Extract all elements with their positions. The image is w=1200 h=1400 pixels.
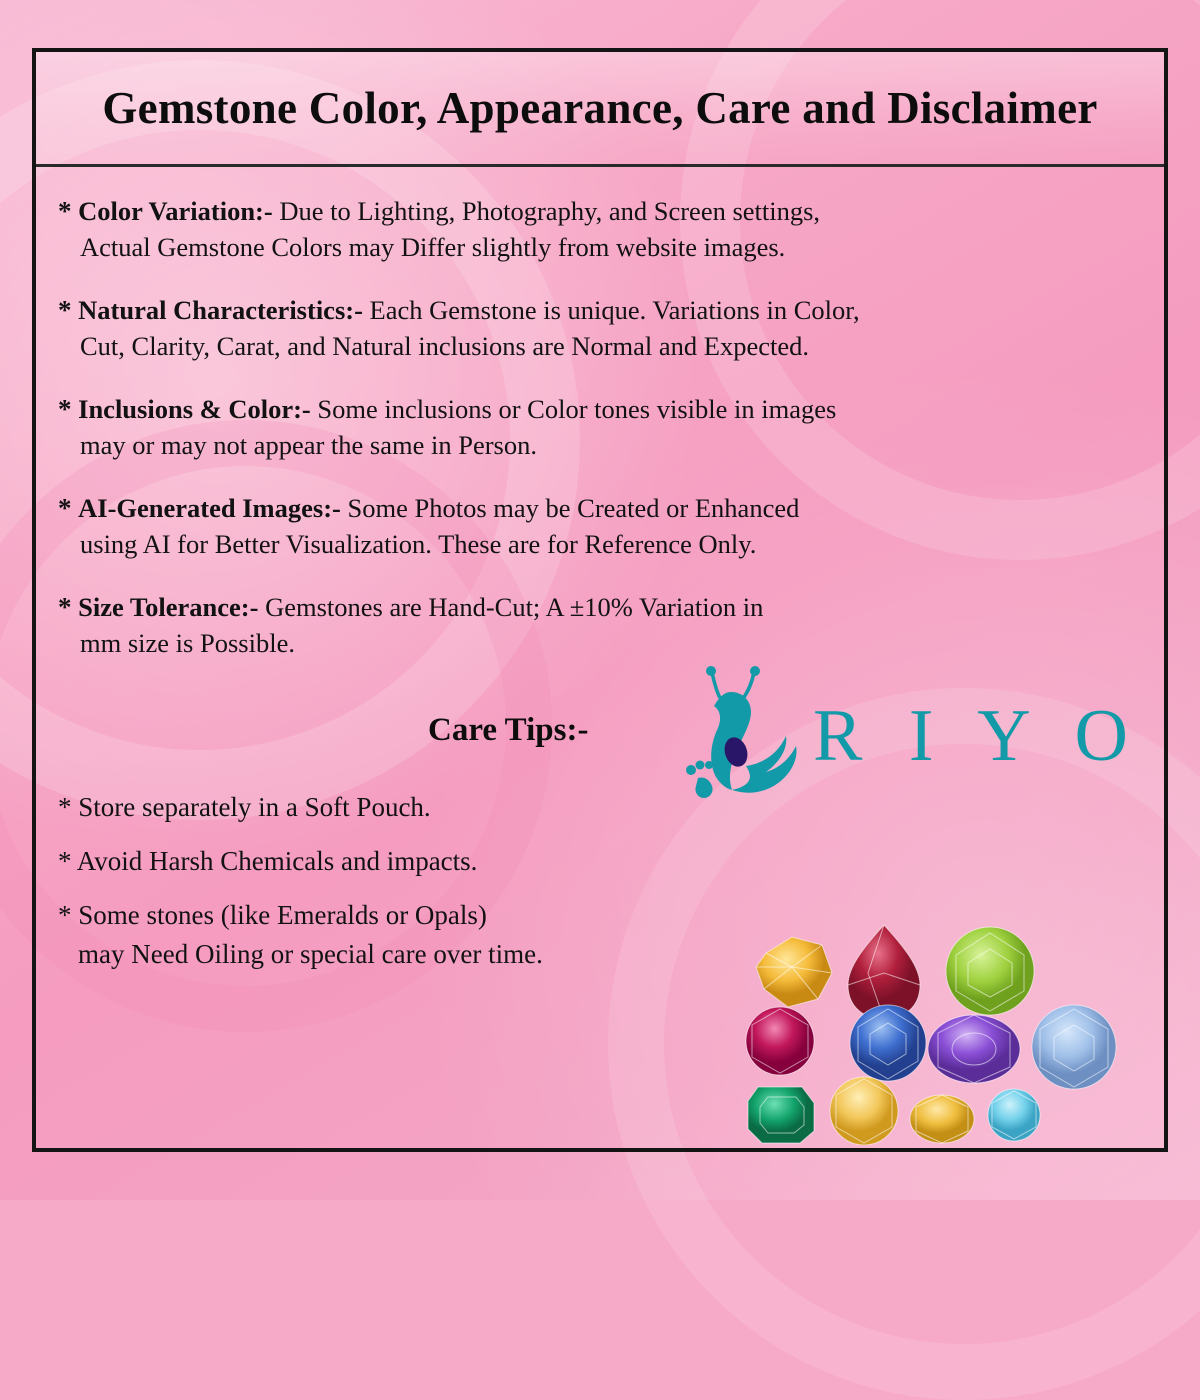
disclaimer-item-text: Due to Lighting, Photography, and Screen settings, [272, 196, 821, 226]
disclaimer-item-text: Some inclusions or Color tones visible in images [310, 394, 837, 424]
bullet-star-icon: * [58, 846, 72, 877]
disclaimer-item-text: Some Photos may be Created or Enhanced [340, 493, 800, 523]
disclaimer-item-text: Each Gemstone is unique. Variations in Color, [362, 295, 860, 325]
care-tips-heading: Care Tips:- [428, 712, 589, 748]
disclaimer-item-text-line2: Cut, Clarity, Carat, and Natural inclusions are Normal and Expected. [80, 330, 810, 361]
bullet-star-icon: * [58, 900, 72, 931]
disclaimer-item-text-line2: Actual Gemstone Colors may Differ slightly from website images. [80, 231, 786, 262]
disclaimer-item-ai-generated-images [58, 490, 1138, 562]
disclaimer-item-inclusions-color [58, 391, 1138, 463]
gemstone-cluster [736, 915, 1156, 1145]
disclaimer-item-label: Size Tolerance:- [78, 592, 259, 622]
care-tips-row [58, 688, 1142, 780]
content-area [36, 167, 1164, 1151]
disclaimer-item-color-variation [58, 193, 1138, 265]
brand-name: R I Y O [813, 695, 1142, 777]
disclaimer-item-label: Natural Characteristics:- [78, 295, 363, 325]
bullet-star-icon: * [58, 295, 72, 325]
title-bar [36, 52, 1164, 167]
disclaimer-item-size-tolerance [58, 589, 1138, 661]
disclaimer-card [32, 48, 1168, 1152]
disclaimer-item-text-line2: mm size is Possible. [80, 627, 295, 658]
care-tip-item [58, 896, 758, 974]
disclaimer-item-text-line2: using AI for Better Visualization. These are for Reference Only. [80, 528, 757, 559]
bullet-star-icon: * [58, 792, 72, 822]
disclaimer-item-text: Gemstones are Hand-Cut; A ±10% Variation in [258, 592, 764, 622]
care-tip-text-line2: may Need Oiling or special care over time. [78, 939, 543, 970]
care-tip-item [58, 788, 758, 827]
disclaimer-item-label: Inclusions & Color:- [78, 394, 311, 424]
care-tip-text: Avoid Harsh Chemicals and impacts. [76, 846, 478, 877]
disclaimer-item-text-line2: may or may not appear the same in Person. [80, 429, 537, 460]
bullet-star-icon: * [58, 493, 72, 523]
bullet-star-icon: * [58, 196, 72, 226]
disclaimer-item-label: Color Variation:- [78, 196, 273, 226]
care-tips-list [58, 788, 758, 975]
bullet-star-icon: * [58, 592, 72, 622]
page-title: Gemstone Color, Appearance, Care and Disclaimer [102, 83, 1098, 133]
care-tip-text: Some stones (like Emeralds or Opals) [78, 900, 487, 931]
gemstone-cluster-illustration [736, 915, 1156, 1145]
care-tip-item [58, 842, 758, 881]
bullet-star-icon: * [58, 394, 72, 424]
disclaimer-item-natural-characteristics [58, 292, 1138, 364]
disclaimer-item-label: AI-Generated Images:- [78, 493, 341, 523]
care-tip-text: Store separately in a Soft Pouch. [78, 792, 431, 822]
